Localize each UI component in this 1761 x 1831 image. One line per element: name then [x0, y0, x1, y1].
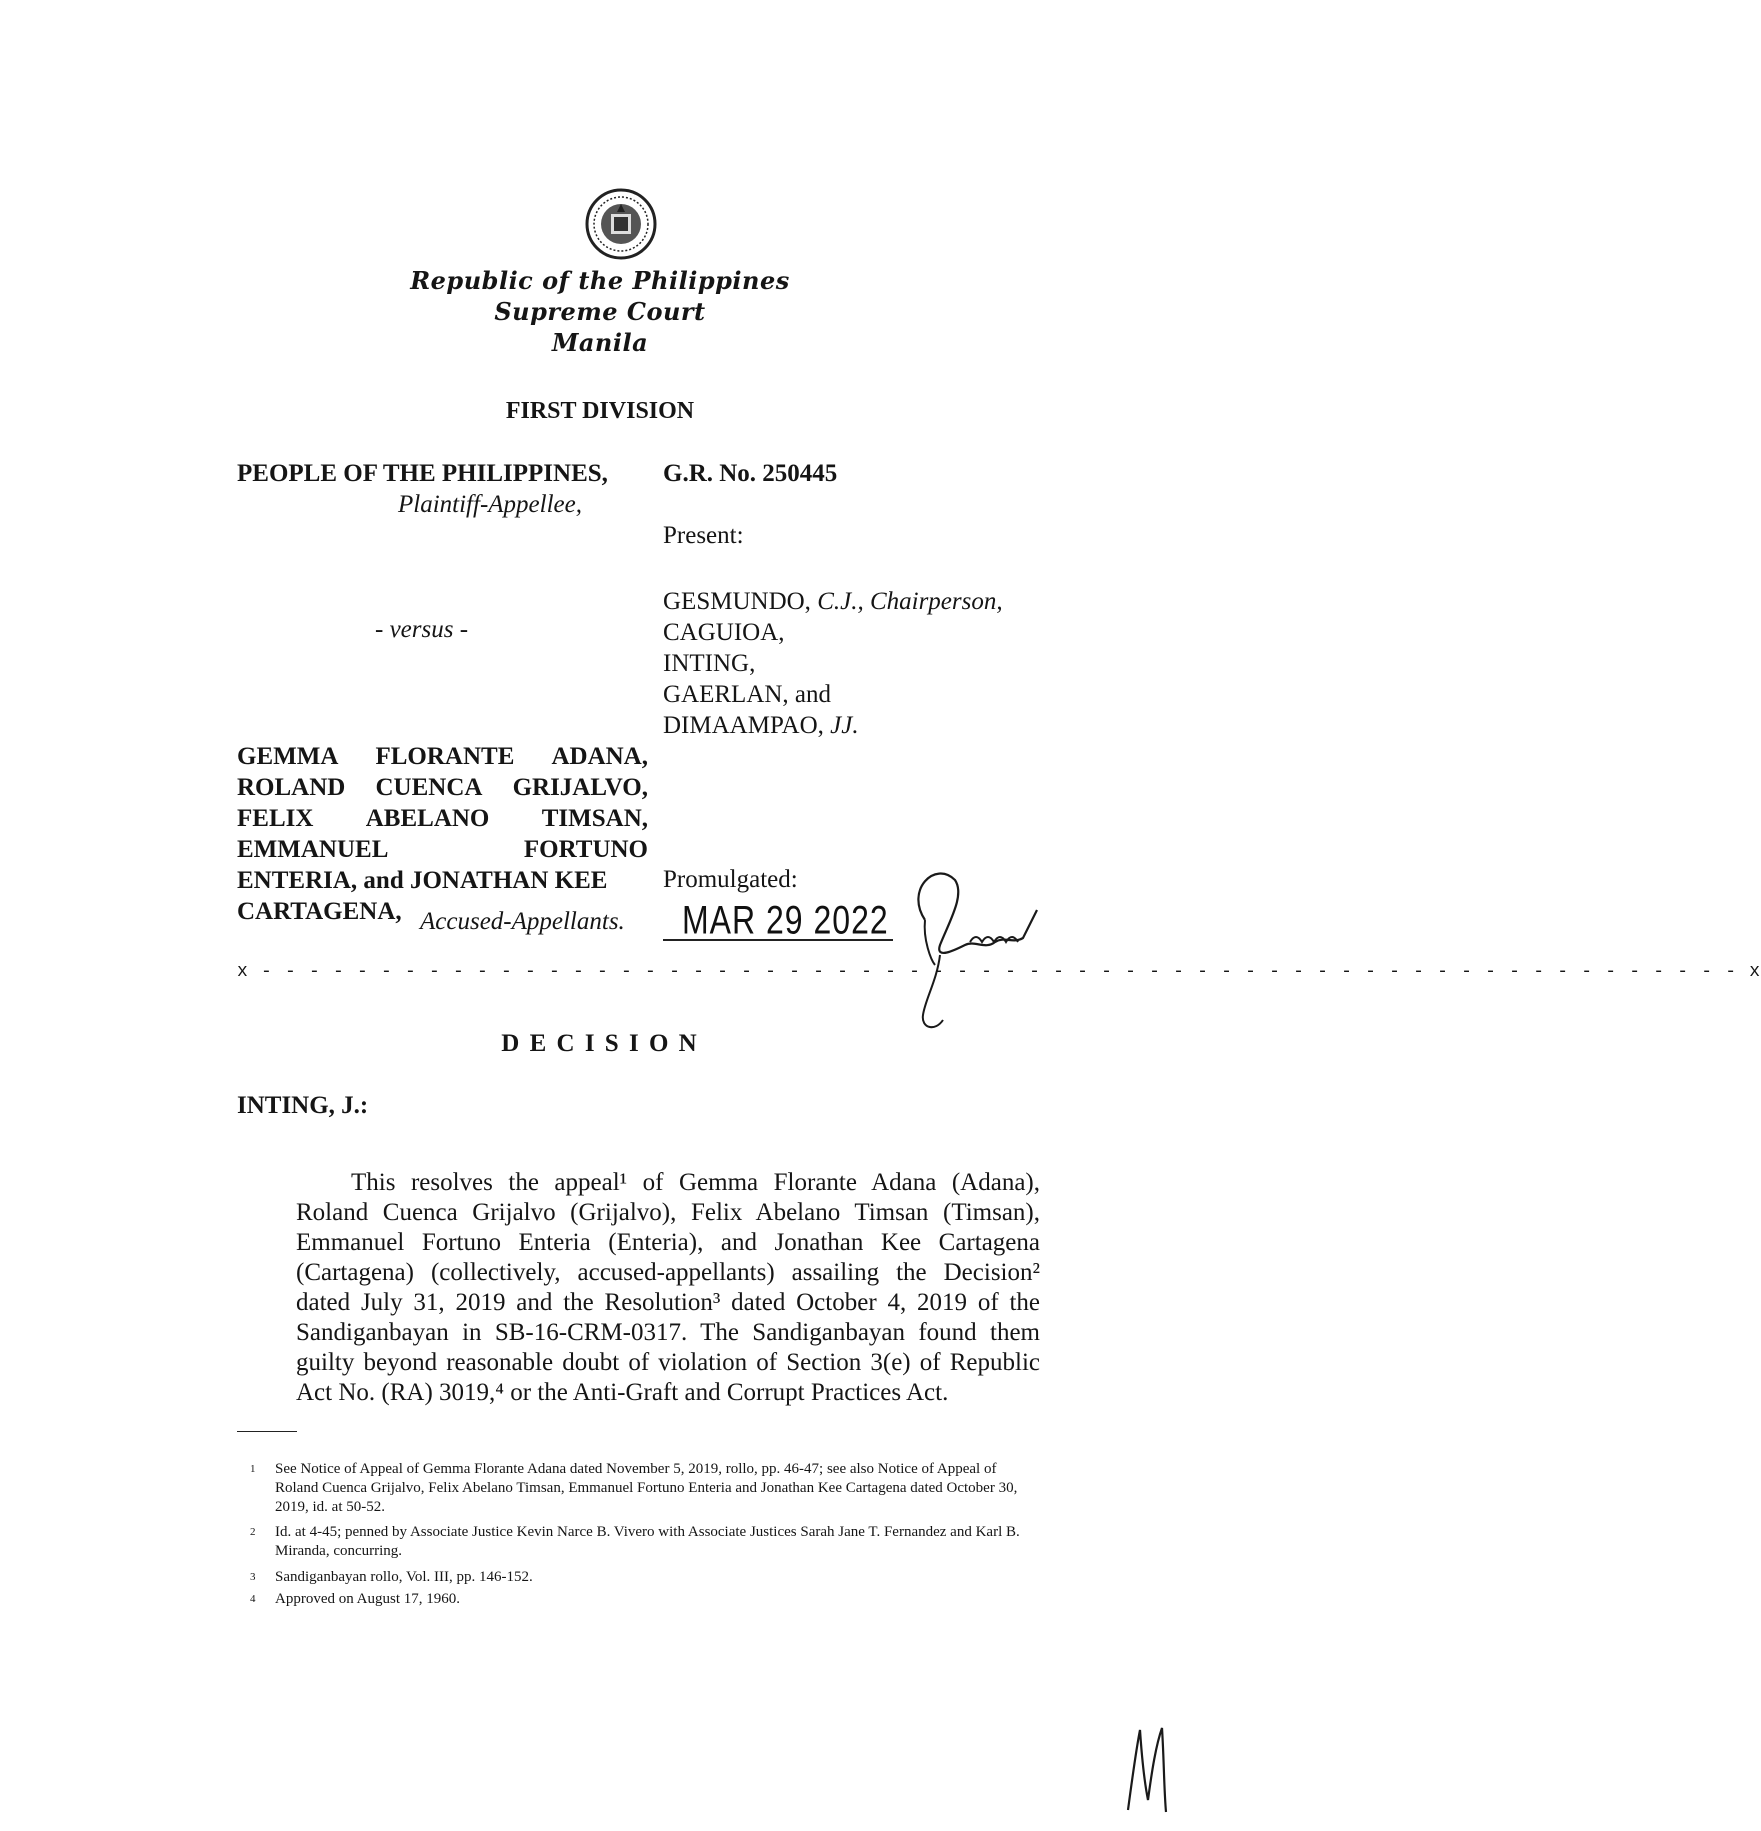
body-line: (Cartagena) (collectively, accused-appellants) assailing the Decision² — [296, 1259, 1040, 1286]
justice-entry: GAERLAN, and — [663, 681, 832, 708]
footnote-rule — [237, 1431, 297, 1432]
ponente: INTING, J.: — [237, 1092, 369, 1119]
signature-icon — [895, 850, 1045, 1040]
footnote-3: 3 Sandiganbayan rollo, Vol. III, pp. 146-152. — [250, 1569, 533, 1585]
promulgated-label: Promulgated: — [663, 866, 798, 893]
gr-number: G.R. No. 250445 — [663, 460, 838, 487]
body-line: Act No. (RA) 3019,⁴ or the Anti-Graft and Corrupt Practices Act. — [296, 1379, 949, 1406]
body-line: dated July 31, 2019 and the Resolution³ dated October 4, 2019 of the — [296, 1289, 1040, 1316]
body-line: This resolves the appeal¹ of Gemma Florante Adana (Adana), — [351, 1169, 1040, 1196]
accused-line: EMMANUEL FORTUNO — [237, 836, 648, 863]
justice-entry: DIMAAMPAO, JJ. — [663, 712, 859, 739]
justices-list — [663, 586, 1003, 741]
plaintiff-name: PEOPLE OF THE PHILIPPINES, — [237, 460, 608, 487]
accused-line: GEMMA FLORANTE ADANA, — [237, 743, 648, 770]
footnote-2: 2 Id. at 4-45; penned by Associate Justice Kevin Narce B. Vivero with Associate Justices Sarah Jane T. Fernandez and Karl B. Miranda, concurring. — [250, 1524, 1020, 1559]
accused-line: CARTAGENA, — [237, 898, 402, 925]
initials-icon — [1118, 1720, 1178, 1820]
promulgation-underline — [663, 939, 893, 941]
division-heading: FIRST DIVISION — [505, 398, 695, 424]
body-line: Roland Cuenca Grijalvo (Grijalvo), Felix Abelano Timsan (Timsan), — [296, 1199, 1040, 1226]
footnote-1: 1 See Notice of Appeal of Gemma Florante Adana dated November 5, 2019, rollo, pp. 46-47; see also Notice of Appeal of Roland Cuenca Grijalvo, Felix Abelano Timsan, Emmanuel Fortuno Enteria and Jonathan Kee Cartagena dated October 30, 2019, id. at 50-52. — [250, 1461, 1018, 1515]
accused-role: Accused-Appellants. — [420, 908, 625, 935]
caption-separator: x - - - - - - - - - - - - - - - - - - - - - - - - - - - - - - - - - - - - - - - - - - - - - - - - - - - - - - - - - - - - - - x — [237, 962, 1761, 982]
present-label: Present: — [663, 522, 744, 549]
body-line: Sandiganbayan in SB-16-CRM-0317. The Sandiganbayan found them — [296, 1319, 1040, 1346]
decision-title: D E C I S I O N — [501, 1030, 699, 1057]
accused-line: ROLAND CUENCA GRIJALVO, — [237, 774, 648, 801]
versus-label: - versus - — [375, 616, 469, 643]
accused-names — [237, 741, 648, 927]
justice-entry: CAGUIOA, — [663, 619, 785, 646]
body-paragraph — [296, 1168, 1040, 1408]
republic-heading: Republic of the Philippines — [410, 266, 790, 295]
plaintiff-role: Plaintiff-Appellee, — [398, 491, 582, 518]
court-heading: Supreme Court — [494, 297, 706, 326]
body-line: Emmanuel Fortuno Enteria (Enteria), and Jonathan Kee Cartagena — [296, 1229, 1040, 1256]
supreme-court-seal-icon — [585, 188, 657, 260]
justice-entry: GESMUNDO, C.J., Chairperson, — [663, 588, 1003, 615]
justice-entry: INTING, — [663, 650, 756, 677]
promulgation-date-stamp: MAR 29 2022 — [682, 897, 889, 942]
city-heading: Manila — [551, 328, 649, 357]
footnote-4: 4 Approved on August 17, 1960. — [250, 1591, 460, 1607]
body-line: guilty beyond reasonable doubt of violation of Section 3(e) of Republic — [296, 1349, 1040, 1376]
accused-line: FELIX ABELANO TIMSAN, — [237, 805, 648, 832]
accused-line: ENTERIA, and JONATHAN KEE — [237, 867, 608, 894]
